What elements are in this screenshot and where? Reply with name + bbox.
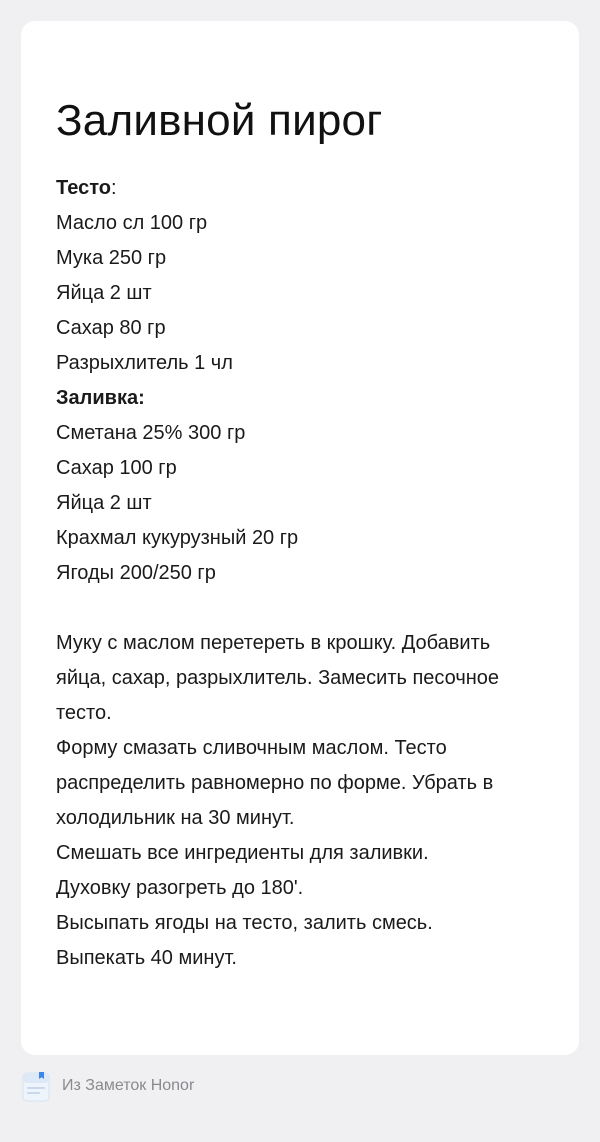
filling-heading: Заливка:	[56, 387, 145, 410]
filling-item: Крахмал кукурузный 20 гр	[56, 527, 299, 550]
instruction-line: Смешать все ингредиенты для заливки.	[56, 842, 429, 865]
dough-label-colon: :	[110, 177, 117, 200]
dough-item: Мука 250 гр	[56, 247, 167, 270]
instruction-line: яйца, сахар, разрыхлитель. Замесить песочное	[56, 667, 500, 690]
instruction-line: Муку с маслом перетереть в крошку. Добавить	[56, 632, 491, 655]
filling-item: Яйца 2 шт	[56, 492, 152, 515]
notes-app-icon	[22, 1070, 50, 1102]
source-footer	[22, 1070, 194, 1102]
instruction-line: распределить равномерно по форме. Убрать в	[56, 772, 494, 795]
filling-item: Ягоды 200/250 гр	[56, 562, 216, 585]
instruction-line: Высыпать ягоды на тесто, залить смесь.	[56, 912, 433, 935]
instruction-line: Духовку разогреть до 180'.	[56, 877, 304, 900]
dough-item: Яйца 2 шт	[56, 282, 152, 305]
note-title: Заливной пирог	[56, 96, 383, 145]
dough-label: Тесто	[56, 177, 111, 200]
instruction-line: Форму смазать сливочным маслом. Тесто	[56, 737, 447, 760]
blank-line	[56, 591, 544, 626]
note-card	[21, 21, 579, 1055]
instruction-line: холодильник на 30 минут.	[56, 807, 295, 830]
filling-item: Сметана 25% 300 гр	[56, 422, 246, 445]
source-text: Из Заметок Honor	[62, 1077, 195, 1094]
dough-item: Сахар 80 гр	[56, 317, 166, 340]
instruction-line: тесто.	[56, 702, 112, 725]
instruction-line: Выпекать 40 минут.	[56, 947, 237, 970]
dough-item: Разрыхлитель 1 чл	[56, 352, 233, 375]
dough-heading	[56, 171, 544, 206]
filling-item: Сахар 100 гр	[56, 457, 177, 480]
dough-item: Масло сл 100 гр	[56, 212, 208, 235]
